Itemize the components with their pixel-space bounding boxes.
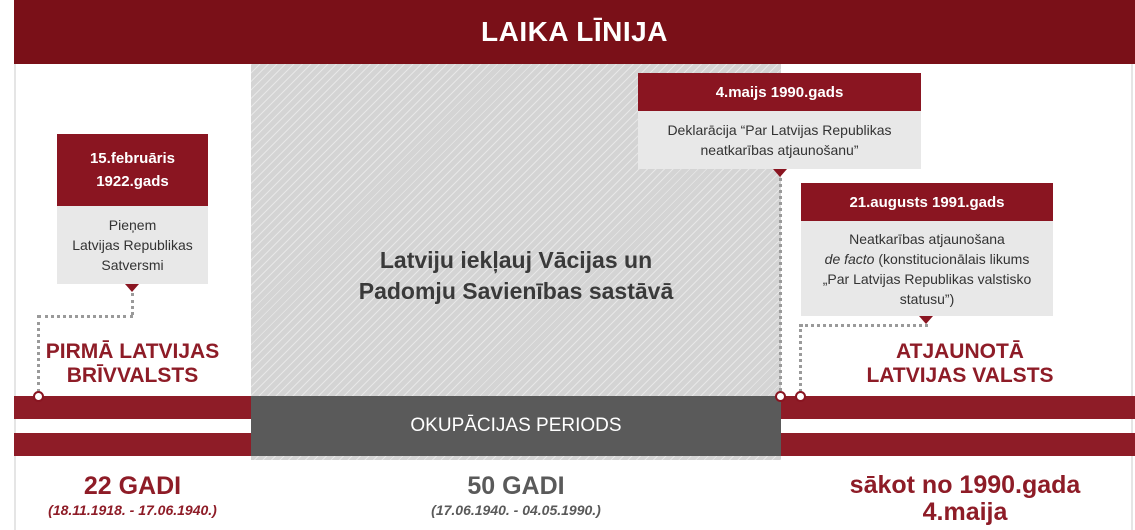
connector-1922-stem <box>131 293 134 315</box>
era-first-republic-title <box>20 340 245 388</box>
event-1991-desc-line2 <box>825 249 1030 269</box>
event-1922-desc-line3: Satversmi <box>101 257 164 273</box>
duration-first-republic: 22 GADI <box>83 472 182 500</box>
event-1990-pointer <box>773 169 787 177</box>
era-first-republic-line2: BRĪVVALSTS <box>66 364 199 387</box>
event-1922-description <box>57 206 208 284</box>
right-border <box>1131 64 1133 530</box>
duration-occupation: 50 GADI <box>467 472 565 500</box>
duration-restored-line1: sākot no 1990.gada <box>849 471 1081 499</box>
connector-1991-horizontal <box>800 324 928 327</box>
page-title: LAIKA LĪNIJA <box>14 0 1135 64</box>
era-restored-line1: ATJAUNOTĀ <box>896 340 1024 363</box>
event-1922-date <box>57 134 208 206</box>
timeline-dot-1922 <box>33 391 44 402</box>
event-1922-date-line2: 1922.gads <box>96 173 169 190</box>
left-border <box>14 64 16 530</box>
event-1922-desc-line2: Latvijas Republikas <box>72 237 193 253</box>
event-1922-desc-line1: Pieņem <box>108 217 157 233</box>
event-1991-desc-line1: Neatkarības atjaunošana <box>849 230 1005 247</box>
event-1991-desc-line2-rest: (konstitucionālais likums <box>874 250 1030 267</box>
event-1991-pointer <box>919 316 933 324</box>
event-1990-desc-line1: Deklarācija “Par Latvijas Republikas <box>667 122 892 138</box>
connector-1991-vertical <box>799 324 802 392</box>
era-restored-line2: LATVIJAS VALSTS <box>866 364 1054 387</box>
event-1991-description <box>801 221 1053 316</box>
duration-restored-line2: 4.maija <box>922 498 1008 526</box>
event-1922-date-line1: 15.februāris <box>89 150 176 167</box>
timeline-dot-1991 <box>795 391 806 402</box>
event-1990-date: 4.maijs 1990.gads <box>638 73 921 111</box>
event-1922-pointer <box>125 284 139 292</box>
range-occupation: (17.06.1940. - 04.05.1990.) <box>431 502 601 518</box>
connector-1990-vertical <box>779 178 782 391</box>
connector-1922-horizontal <box>38 315 133 318</box>
event-1991-desc-line4: statusu”) <box>899 290 955 307</box>
event-1991-date: 21.augusts 1991.gads <box>801 183 1053 221</box>
occupation-period-bar: OKUPĀCIJAS PERIODS <box>251 396 781 456</box>
range-first-republic: (18.11.1918. - 17.06.1940.) <box>48 502 217 518</box>
event-1991-desc-italic: de facto <box>824 250 875 267</box>
occupation-text-line2: Padomju Savienības sastāvā <box>358 278 674 304</box>
event-1990-desc-line2: neatkarības atjaunošanu” <box>700 142 859 158</box>
occupation-text-line1: Latviju iekļauj Vācijas un <box>379 247 653 273</box>
era-first-republic-line1: PIRMĀ LATVIJAS <box>45 340 220 363</box>
timeline-dot-1990 <box>775 391 786 402</box>
event-1991-desc-line3: „Par Latvijas Republikas valstisko <box>822 270 1032 287</box>
duration-restored-state <box>800 472 1130 526</box>
event-1990-description <box>638 111 921 169</box>
occupation-description <box>251 245 781 307</box>
era-restored-state-title <box>840 340 1080 388</box>
